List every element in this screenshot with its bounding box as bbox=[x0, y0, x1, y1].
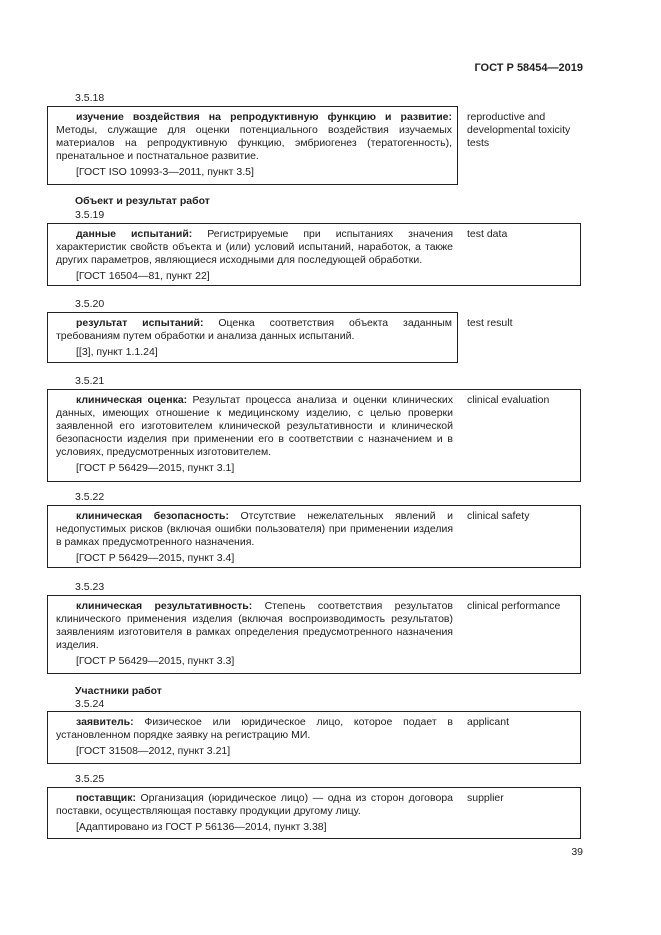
english-term: clinical evaluation bbox=[467, 394, 550, 406]
term: заявитель: bbox=[76, 716, 134, 728]
english-term: clinical performance bbox=[467, 600, 561, 612]
definition-box bbox=[47, 106, 458, 185]
entry-number: 3.5.18 bbox=[75, 92, 105, 104]
definition: Оценка соответствия объекта заданным требованиям путем обработки и анализа данных испытаний. bbox=[56, 317, 452, 342]
document-header: ГОСТ Р 58454—2019 bbox=[474, 62, 583, 74]
definition: Регистрируемые при испытаниях значения характеристик свойств объекта и (или) условий испытаний, наработок, а также других параметров, являющиеся исходными для последующей обработки. bbox=[56, 228, 454, 266]
english-term: applicant bbox=[467, 716, 510, 728]
entry-number: 3.5.24 bbox=[75, 698, 105, 710]
english-term: supplier bbox=[467, 792, 504, 804]
term: клиническая оценка: bbox=[76, 394, 188, 406]
page-number: 39 bbox=[571, 846, 583, 858]
definition-box bbox=[47, 312, 458, 363]
english-term: test data bbox=[467, 228, 508, 240]
reference: [ГОСТ Р 56429—2015, пункт 3.4] bbox=[76, 552, 235, 564]
term: клиническая безопасность: bbox=[76, 510, 229, 522]
entry-number: 3.5.19 bbox=[75, 209, 105, 221]
definition: Организация (юридическое лицо) — одна из сторон договора поставки, осуществляющая поставку продукции другому лицу. bbox=[56, 792, 453, 817]
term: изучение воздействия на репродуктивную функцию и развитие: bbox=[76, 111, 452, 123]
section-heading: Объект и результат работ bbox=[75, 195, 210, 207]
term: клиническая результативность: bbox=[76, 600, 253, 612]
entry-number: 3.5.25 bbox=[75, 773, 105, 785]
definition: Результат процесса анализа и оценки клинических данных, имеющих отношение к медицинскому изделию, с целью проверки заявленной его изготовителем клинической результативности и клинической безопасности изделия при применении его в соответствии с назначением и в условиях, предусмотренных изготовителем. bbox=[56, 394, 453, 458]
entry-number: 3.5.23 bbox=[75, 581, 105, 593]
entry-number: 3.5.21 bbox=[75, 375, 105, 387]
definition: Степень соответствия результатов клинического применения изделия (включая воспроизводимость результатов) заявлениям изготовителя в рамках определения предусмотренного назначения изделия. bbox=[56, 600, 453, 651]
definition: Методы, служащие для оценки потенциального воздействия изучаемых материалов на репродуктивную функцию, эмбриогенез (тератогенность), пренатальное и постнатальное развитие. bbox=[56, 124, 452, 162]
section-heading: Участники работ bbox=[75, 685, 162, 697]
reference: [ГОСТ Р 56429—2015, пункт 3.1] bbox=[76, 462, 235, 474]
term: поставщик: bbox=[76, 792, 136, 804]
reference: [ГОСТ ISO 10993-3—2011, пункт 3.5] bbox=[76, 166, 254, 178]
english-term: test result bbox=[467, 317, 513, 329]
term: результат испытаний: bbox=[76, 317, 204, 329]
reference: [ГОСТ 16504—81, пункт 22] bbox=[76, 270, 210, 282]
reference: [Адаптировано из ГОСТ Р 56136—2014, пункт 3.38] bbox=[76, 821, 327, 833]
definition: Физическое или юридическое лицо, которое подает в установленном порядке заявку на регистрацию МИ. bbox=[56, 716, 453, 741]
english-term: clinical safety bbox=[467, 510, 530, 522]
english-term: reproductive and developmental toxicity tests bbox=[467, 111, 571, 149]
reference: [ГОСТ 31508—2012, пункт 3.21] bbox=[76, 745, 231, 757]
reference: [[3], пункт 1.1.24] bbox=[76, 346, 158, 358]
reference: [ГОСТ Р 56429—2015, пункт 3.3] bbox=[76, 655, 235, 667]
definition: Отсутствие нежелательных явлений и недопустимых рисков (включая ошибки пользователя) при применении изделия в рамках предусмотренного назначения. bbox=[56, 510, 453, 548]
entry-number: 3.5.20 bbox=[75, 298, 105, 310]
term: данные испытаний: bbox=[76, 228, 193, 240]
entry-number: 3.5.22 bbox=[75, 491, 105, 503]
